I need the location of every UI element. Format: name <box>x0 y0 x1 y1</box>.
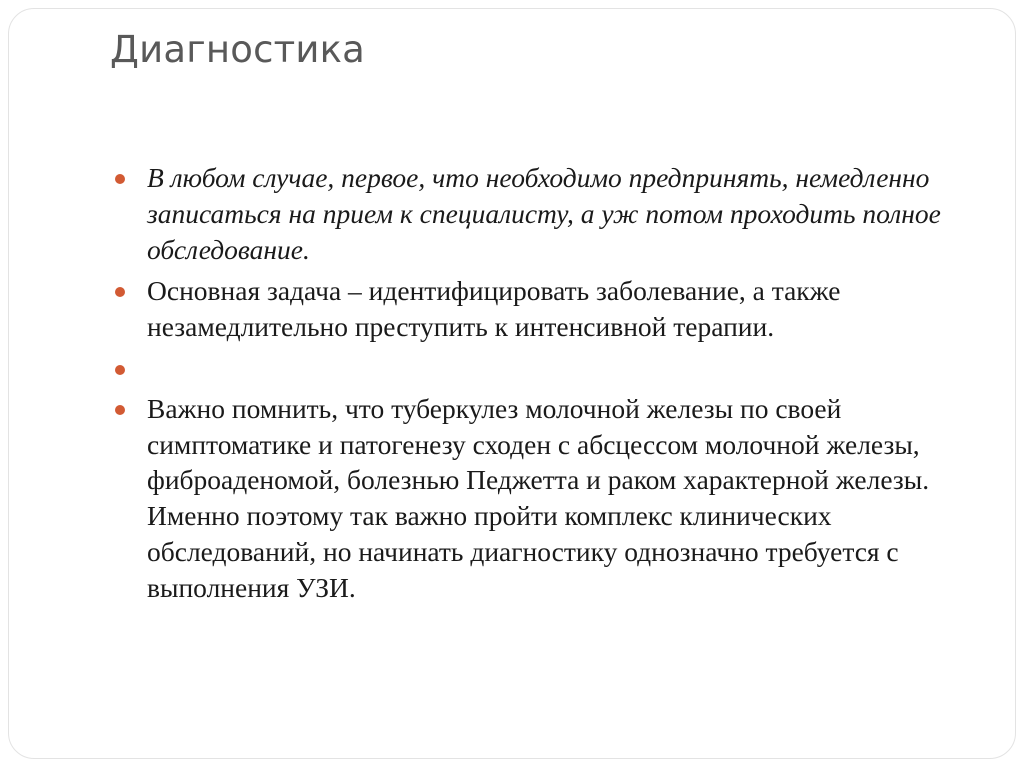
list-item-text: Основная задача – идентифицировать заболевание, а также незамедлительно преступить к интенсивной терапии. <box>147 275 841 342</box>
slide-content <box>105 160 945 611</box>
bullet-dot-icon <box>115 174 125 184</box>
bullet-list <box>105 160 945 605</box>
list-item <box>105 351 945 385</box>
list-item <box>105 160 945 267</box>
list-item-text: Важно помнить, что туберкулез молочной железы по своей симптоматике и патогенезу сходен с абсцессом молочной железы, фиброаденомой, болезнью Педжетта и раком характерной железы. Именно поэтому так важно пройти комплекс клинических обследований, но начинать диагностику однозначно требуется с выполнения УЗИ. <box>147 392 930 603</box>
page-title: Диагностика <box>110 28 366 71</box>
list-item <box>105 273 945 345</box>
bullet-dot-icon <box>115 365 125 375</box>
bullet-dot-icon <box>115 405 125 415</box>
list-item <box>105 391 945 606</box>
bullet-dot-icon <box>115 287 125 297</box>
list-item-text: В любом случае, первое, что необходимо предпринять, немедленно записаться на прием к специалисту, а уж потом проходить полное обследование. <box>147 162 941 265</box>
